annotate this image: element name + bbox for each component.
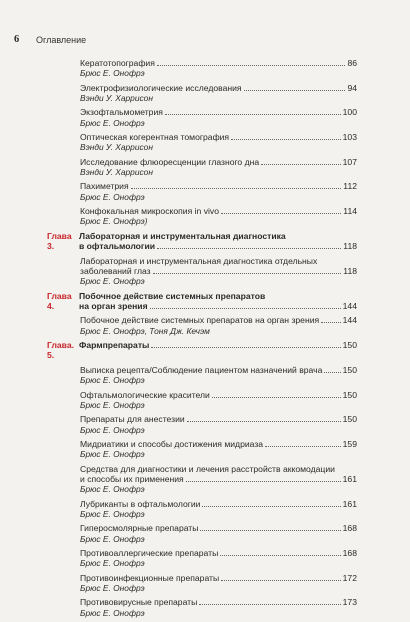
page-number: 6 xyxy=(14,34,20,45)
toc-entry-dyes[interactable] xyxy=(47,390,357,411)
toc-entry-confocal-microscopy[interactable] xyxy=(47,206,357,227)
toc-entry-hyperosmolar[interactable] xyxy=(47,523,357,544)
entry-title: Противоаллергические препараты xyxy=(80,547,219,558)
leader-dots xyxy=(200,530,340,531)
leader-dots xyxy=(221,580,341,581)
toc-entry-prescription[interactable] xyxy=(47,365,357,386)
entry-title: Конфокальная микроскопия in vivo xyxy=(80,206,219,217)
leader-dots xyxy=(220,555,340,556)
toc-chapter-4[interactable] xyxy=(47,291,357,312)
toc-entry-lubricants[interactable] xyxy=(47,499,357,520)
entry-author: Брюс Е. Онофрэ xyxy=(80,191,145,202)
entry-title: Офтальмологические красители xyxy=(80,389,210,400)
entry-author: Брюс Е. Онофрэ xyxy=(80,424,145,435)
entry-page: 150 xyxy=(342,389,357,400)
entry-title: Противовирусные препараты xyxy=(80,597,198,608)
entry-page: 161 xyxy=(342,473,357,484)
entry-title: Кератотопография xyxy=(80,58,155,68)
entry-page: 112 xyxy=(343,181,357,192)
entry-author: Брюс Е. Онофрэ xyxy=(80,558,145,569)
chapter-page: 144 xyxy=(342,300,357,311)
entry-title: Препараты для анестезии xyxy=(80,414,185,425)
entry-author: Брюс Е. Онофрэ xyxy=(80,533,145,544)
entry-title: Гиперосмолярные препараты xyxy=(80,523,199,534)
entry-author: Брюс Е. Онофрэ xyxy=(80,508,145,519)
entry-title: Побочное действие системных препаратов на орган зрения xyxy=(80,315,320,326)
entry-page: 172 xyxy=(342,572,357,583)
entry-page: 168 xyxy=(342,547,357,558)
leader-dots xyxy=(231,139,341,140)
entry-author: Брюс Е. Онофрэ) xyxy=(80,216,148,227)
entry-title: Исследование флюоресценции глазного дна xyxy=(80,156,260,167)
entry-title: Экзофтальмометрия xyxy=(80,107,163,118)
toc-entry-antiviral[interactable] xyxy=(47,597,357,618)
entry-page: 150 xyxy=(342,364,357,375)
entry-author: Брюс Е. Онофрэ xyxy=(80,484,145,495)
toc-entry-exophthalmometry[interactable] xyxy=(47,107,357,128)
entry-page: 159 xyxy=(342,438,357,449)
toc-entry-accommodation[interactable] xyxy=(47,464,357,495)
toc-entry-lab-diagnostics[interactable] xyxy=(47,256,357,287)
chapter-title: Побочное действие системных препаратов xyxy=(79,290,266,301)
entry-page: 118 xyxy=(343,265,357,276)
entry-title-cont: заболеваний глаз xyxy=(80,265,151,276)
entry-title: Лабораторная и инструментальная диагностика отдельных xyxy=(80,255,318,266)
entry-title: Противоинфекционные препараты xyxy=(80,572,220,583)
chapter-label: Глава. 5. xyxy=(47,340,75,361)
leader-dots xyxy=(157,65,346,66)
toc-entry-antiallergic[interactable] xyxy=(47,548,357,569)
leader-dots xyxy=(261,164,341,165)
entry-page: 107 xyxy=(342,156,357,167)
entry-author: Брюс Е. Онофрэ xyxy=(80,607,145,618)
entry-page: 168 xyxy=(342,523,357,534)
leader-dots xyxy=(151,347,340,348)
entry-page: 161 xyxy=(342,498,357,509)
leader-dots xyxy=(221,213,341,214)
entry-author: Брюс Е. Онофрэ xyxy=(80,449,145,460)
chapter-page: 150 xyxy=(342,340,357,351)
entry-title: Мидриатики и способы достижения мидриаза xyxy=(80,438,264,449)
toc-entry-electrophysiology[interactable] xyxy=(47,83,357,104)
leader-dots xyxy=(202,506,340,507)
entry-author: Брюс Е. Онофрэ, Тоня Дж. Кечэм xyxy=(80,325,210,336)
entry-author: Брюс Е. Онофрэ xyxy=(80,582,145,593)
entry-page: 100 xyxy=(342,107,357,118)
entry-title: Средства для диагностики и лечения расстройств аккомодации xyxy=(80,463,335,474)
chapter-title-cont: на орган зрения xyxy=(79,300,148,311)
leader-dots xyxy=(244,90,346,91)
entry-title: Выписка рецепта/Соблюдение пациентом назначений врача xyxy=(80,364,323,375)
toc-entry-fundus-fluorescence[interactable] xyxy=(47,157,357,178)
entry-author: Брюс Е. Онофрэ xyxy=(80,399,145,410)
entry-page: 173 xyxy=(342,597,357,608)
leader-dots xyxy=(186,481,341,482)
entry-author: Брюс Е. Онофрэ xyxy=(80,276,145,287)
leader-dots xyxy=(165,114,341,115)
entry-page: 144 xyxy=(342,315,357,326)
chapter-label: Глава 4. xyxy=(47,290,72,311)
leader-dots xyxy=(212,397,341,398)
toc-entry-oct[interactable] xyxy=(47,132,357,153)
entry-title-cont: и способы их применения xyxy=(80,473,184,484)
toc-chapter-5[interactable] xyxy=(47,340,357,361)
table-of-contents xyxy=(47,58,357,622)
leader-dots xyxy=(324,372,340,373)
entry-title: Лубриканты в офтальмологии xyxy=(80,498,201,509)
leader-dots xyxy=(131,188,342,189)
chapter-page: 118 xyxy=(343,241,357,252)
chapter-title-cont: в офтальмологии xyxy=(79,241,156,252)
leader-dots xyxy=(187,421,341,422)
entry-page: 150 xyxy=(342,414,357,425)
page-header xyxy=(14,34,390,48)
chapter-title: Лабораторная и инструментальная диагностика xyxy=(79,230,286,241)
toc-entry-systemic-side-effects[interactable] xyxy=(47,315,357,336)
entry-title: Оптическая когерентная томография xyxy=(80,132,230,143)
toc-entry-mydriatics[interactable] xyxy=(47,439,357,460)
entry-author: Брюс Е. Онофрэ xyxy=(80,375,145,386)
toc-entry-keratotopography[interactable] xyxy=(47,58,357,79)
entry-author: Вэнди У. Харрисон xyxy=(80,142,153,153)
entry-author: Вэнди У. Харрисон xyxy=(80,167,153,178)
chapter-label: Глава 3. xyxy=(47,230,72,252)
leader-dots xyxy=(150,308,341,309)
entry-title: Электрофизиологические исследования xyxy=(80,82,242,93)
entry-author: Вэнди У. Харрисон xyxy=(80,92,153,103)
entry-author: Брюс Е. Онофрэ xyxy=(80,68,145,79)
toc-entry-pachymetry[interactable] xyxy=(47,181,357,202)
toc-entry-anti-infective[interactable] xyxy=(47,573,357,594)
entry-author: Брюс Е. Онофрэ xyxy=(80,117,145,128)
entry-page: 114 xyxy=(343,206,357,217)
leader-dots xyxy=(157,248,341,249)
entry-title: Пахиметрия xyxy=(80,181,129,192)
leader-dots xyxy=(153,273,342,274)
entry-page: 103 xyxy=(342,132,357,143)
entry-page: 94 xyxy=(347,82,357,93)
leader-dots xyxy=(321,322,341,323)
running-title: Оглавление xyxy=(36,35,87,45)
toc-entry-anesthesia[interactable] xyxy=(47,414,357,435)
leader-dots xyxy=(265,446,341,447)
toc-chapter-3[interactable] xyxy=(47,231,357,252)
chapter-title: Фармпрепараты xyxy=(79,340,150,351)
entry-page: 86 xyxy=(347,58,357,68)
leader-dots xyxy=(199,604,340,605)
